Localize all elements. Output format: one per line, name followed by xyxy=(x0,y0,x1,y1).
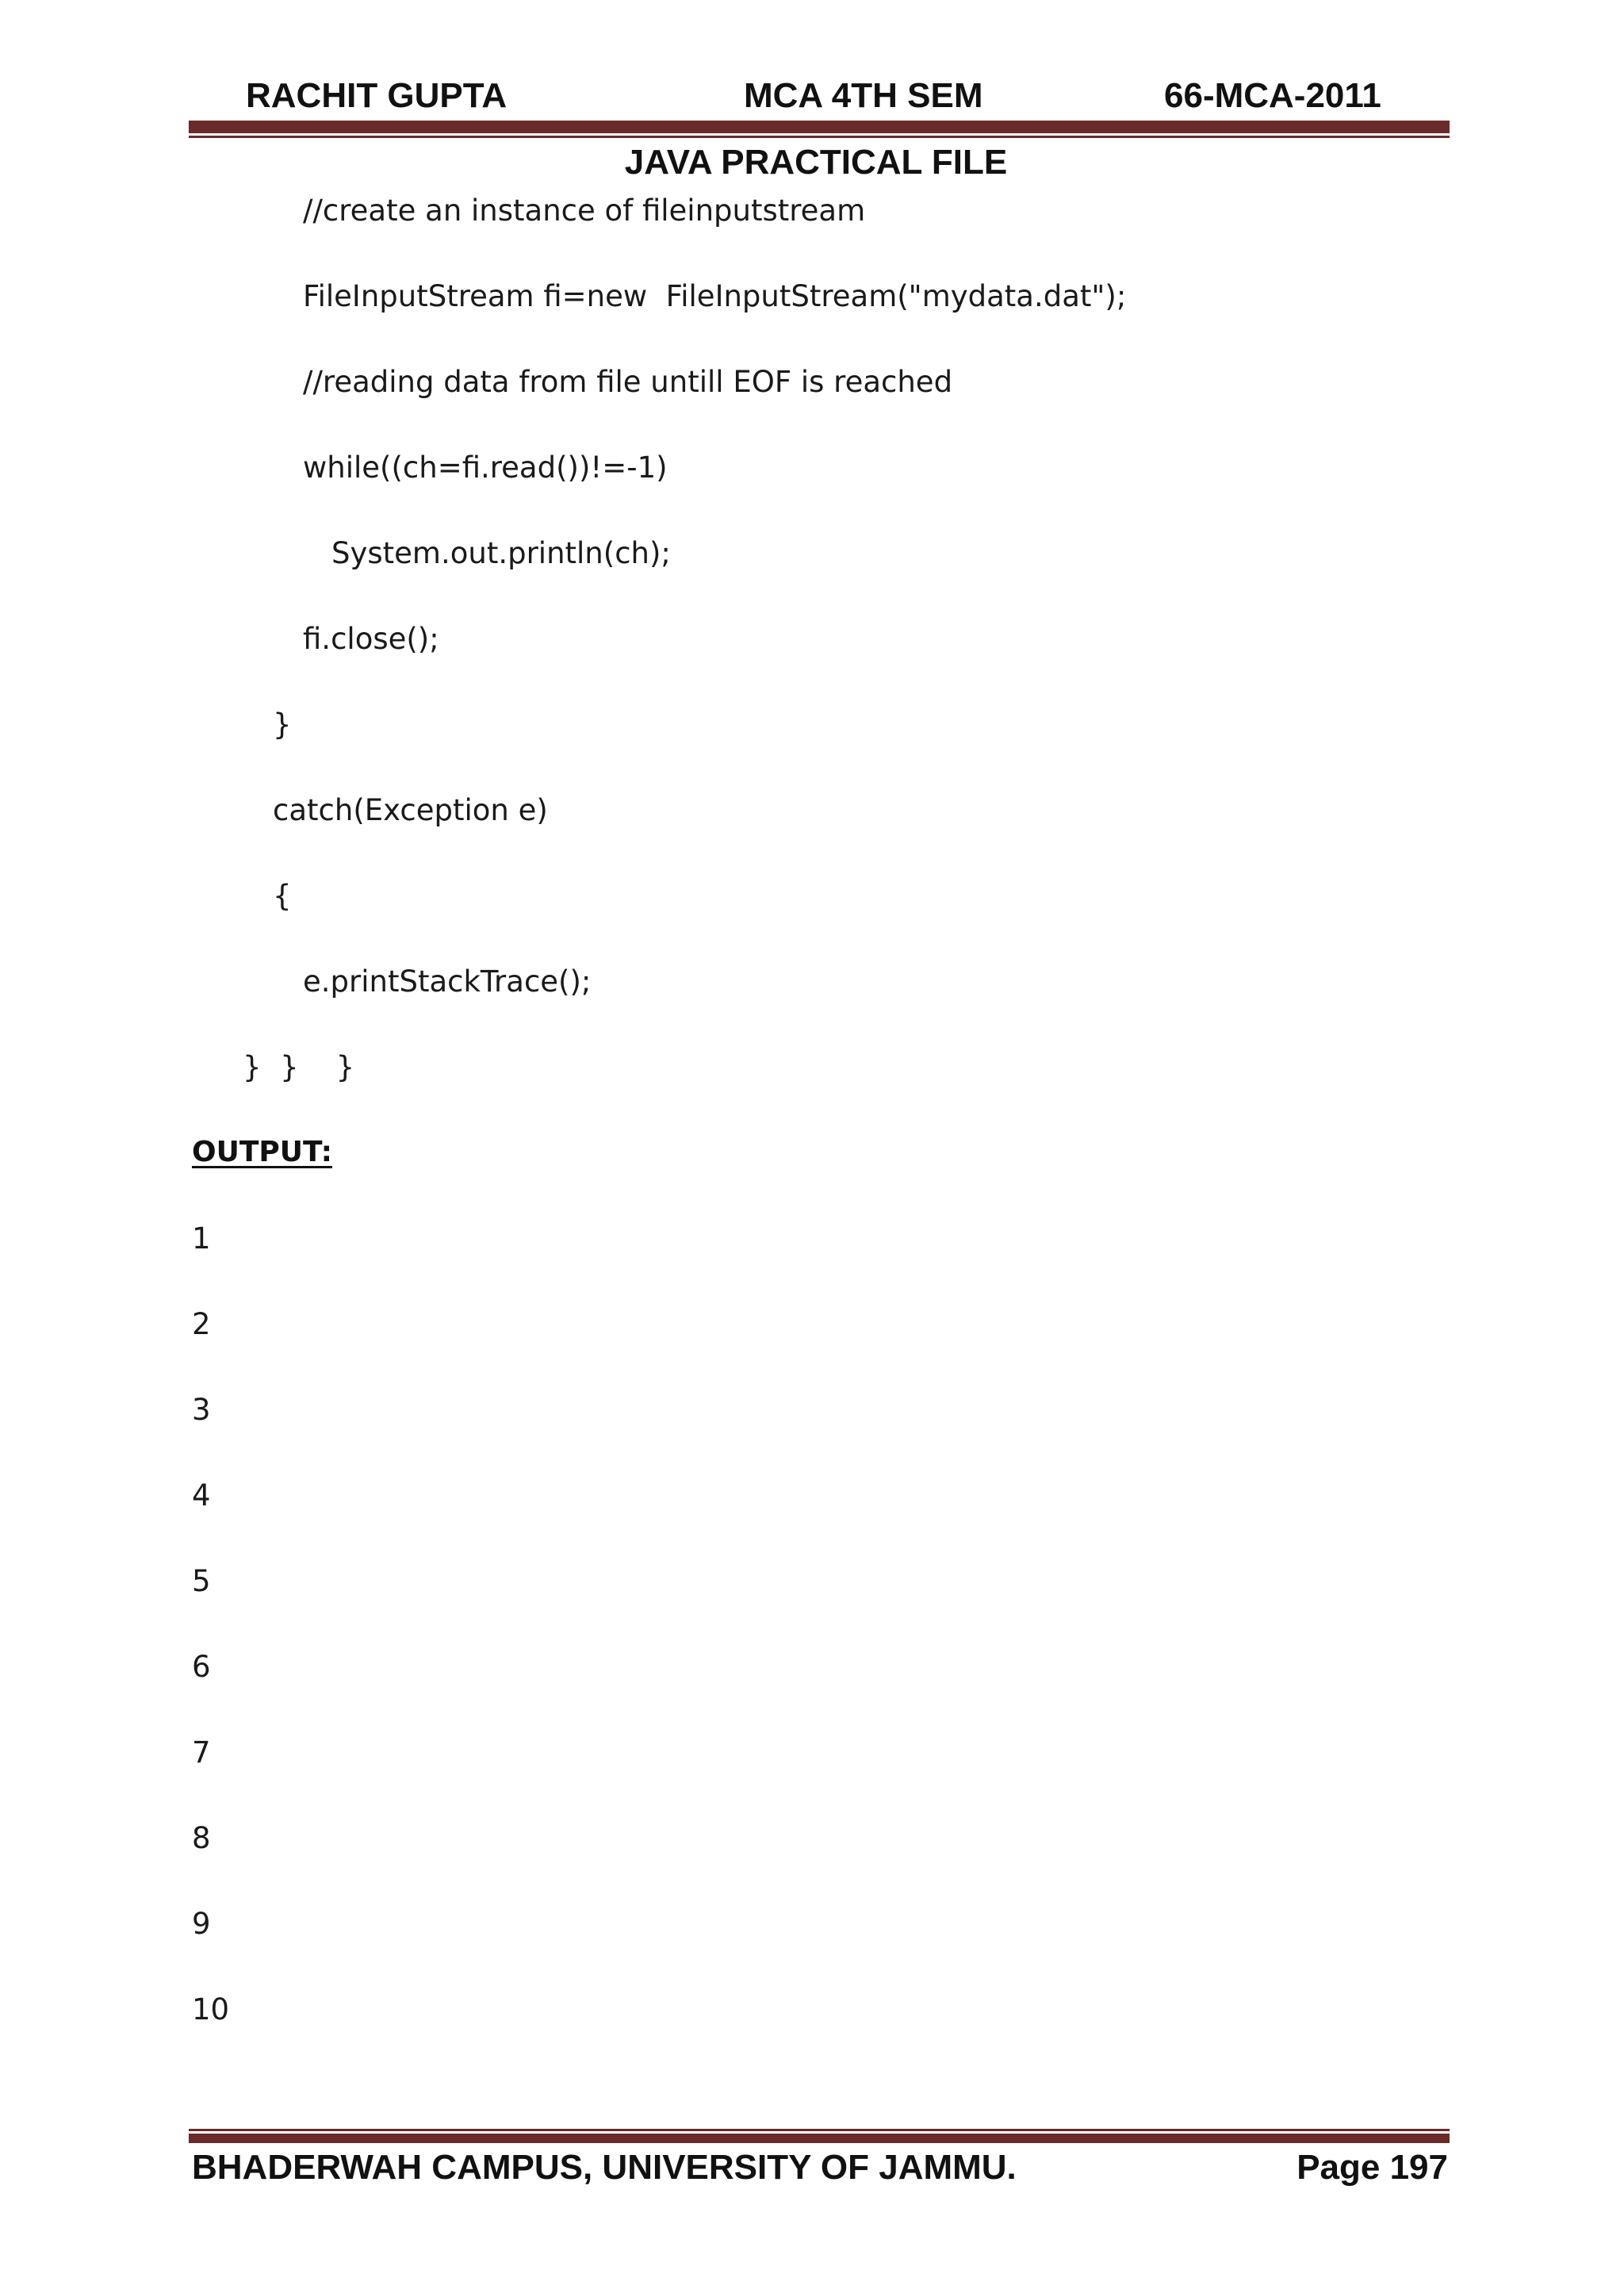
code-line: { xyxy=(273,879,292,913)
code-line: e.printStackTrace(); xyxy=(303,964,592,999)
output-line: 3 xyxy=(192,1393,211,1427)
output-line: 9 xyxy=(192,1907,211,1941)
code-line: //reading data from file untill EOF is reached xyxy=(303,365,953,399)
code-line: } xyxy=(273,707,292,742)
header-student-name: RACHIT GUPTA xyxy=(246,76,508,115)
output-line: 6 xyxy=(192,1650,211,1684)
output-line: 8 xyxy=(192,1821,211,1855)
code-line: } } } xyxy=(243,1050,355,1084)
output-line: 4 xyxy=(192,1478,211,1513)
code-line: System.out.println(ch); xyxy=(331,536,671,570)
output-line: 2 xyxy=(192,1307,211,1341)
code-line: //create an instance of fileinputstream xyxy=(303,194,866,228)
header-semester: MCA 4TH SEM xyxy=(744,76,983,115)
page-header xyxy=(0,70,1624,125)
output-heading: OUTPUT: xyxy=(192,1136,332,1168)
output-line: 1 xyxy=(192,1221,211,1256)
header-roll-number: 66-MCA-2011 xyxy=(1164,76,1381,115)
page-number: Page 197 xyxy=(1297,2148,1448,2187)
output-line: 5 xyxy=(192,1564,211,1598)
document-title: JAVA PRACTICAL FILE xyxy=(624,143,1008,182)
footer-divider xyxy=(189,2129,1450,2143)
header-divider xyxy=(189,121,1450,138)
code-line: while((ch=fi.read())!=-1) xyxy=(303,451,668,485)
code-line: fi.close(); xyxy=(303,622,439,656)
code-line: FileInputStream fi=new FileInputStream("mydata.dat"); xyxy=(303,279,1127,313)
output-line: 10 xyxy=(192,1992,230,2027)
output-line: 7 xyxy=(192,1735,211,1770)
footer-campus: BHADERWAH CAMPUS, UNIVERSITY OF JAMMU. xyxy=(192,2148,1017,2187)
code-line: catch(Exception e) xyxy=(273,793,548,827)
